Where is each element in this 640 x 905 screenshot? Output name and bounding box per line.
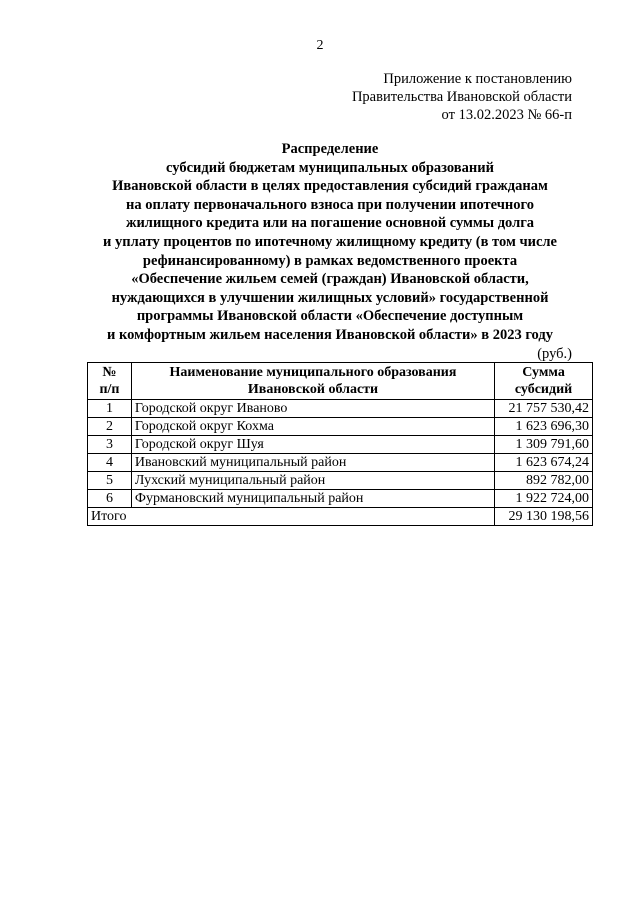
header-number bbox=[88, 363, 132, 400]
subsidies-table bbox=[87, 362, 593, 526]
row-municipality: Городской округ Кохма bbox=[131, 418, 494, 436]
row-municipality: Ивановский муниципальный район bbox=[131, 454, 494, 472]
table-total-row bbox=[88, 508, 593, 526]
row-sum: 1 623 696,30 bbox=[495, 418, 593, 436]
table-header-row bbox=[88, 363, 593, 400]
row-municipality: Городской округ Шуя bbox=[131, 436, 494, 454]
total-sum: 29 130 198,56 bbox=[495, 508, 593, 526]
row-number: 1 bbox=[88, 400, 132, 418]
appendix-reference bbox=[352, 70, 572, 124]
header-sum-line-2: субсидий bbox=[514, 382, 573, 397]
row-sum: 892 782,00 bbox=[495, 472, 593, 490]
header-municipality bbox=[131, 363, 494, 400]
table-row bbox=[88, 418, 593, 436]
title-line: программы Ивановской области «Обеспечение доступным bbox=[136, 308, 524, 325]
row-sum: 21 757 530,42 bbox=[495, 400, 593, 418]
header-sum-line-1: Сумма bbox=[522, 365, 565, 380]
title-line: нуждающихся в улучшении жилищных условий» государственной bbox=[111, 289, 549, 306]
page-number: 2 bbox=[316, 38, 324, 53]
row-number: 3 bbox=[88, 436, 132, 454]
appendix-line-3: от 13.02.2023 № 66-п bbox=[441, 107, 572, 123]
title-line: и уплату процентов по ипотечному жилищному кредиту (в том числе bbox=[102, 233, 557, 250]
row-municipality: Городской округ Иваново bbox=[131, 400, 494, 418]
row-municipality: Лухский муниципальный район bbox=[131, 472, 494, 490]
title-line: и комфортным жильем населения Ивановской области» в 2023 году bbox=[107, 326, 553, 343]
title-line: субсидий бюджетам муниципальных образований bbox=[166, 159, 494, 176]
appendix-line-1: Приложение к постановлению bbox=[383, 71, 572, 87]
total-label: Итого bbox=[88, 508, 495, 526]
currency-units: (руб.) bbox=[537, 346, 572, 362]
title-line: рефинансированному) в рамках ведомственного проекта bbox=[142, 252, 518, 269]
header-municipality-line-2: Ивановской области bbox=[247, 382, 379, 397]
table-row bbox=[88, 472, 593, 490]
table-row bbox=[88, 436, 593, 454]
header-sum bbox=[495, 363, 593, 400]
title-line: Распределение bbox=[281, 141, 379, 157]
title-line: «Обеспечение жильем семей (граждан) Ивановской области, bbox=[131, 271, 529, 288]
title-line: жилищного кредита или на погашение основной суммы долга bbox=[125, 215, 535, 232]
row-number: 6 bbox=[88, 490, 132, 508]
title-line: Ивановской области в целях предоставления субсидий гражданам bbox=[112, 178, 548, 195]
table-row bbox=[88, 490, 593, 508]
row-sum: 1 922 724,00 bbox=[495, 490, 593, 508]
row-sum: 1 309 791,60 bbox=[495, 436, 593, 454]
row-number: 4 bbox=[88, 454, 132, 472]
document-title bbox=[60, 140, 600, 345]
table-row bbox=[88, 400, 593, 418]
row-number: 5 bbox=[88, 472, 132, 490]
header-municipality-line-1: Наименование муниципального образования bbox=[169, 365, 457, 380]
title-line: на оплату первоначального взноса при получении ипотечного bbox=[125, 196, 535, 213]
row-number: 2 bbox=[88, 418, 132, 436]
row-municipality: Фурмановский муниципальный район bbox=[131, 490, 494, 508]
header-number-line-2: п/п bbox=[99, 382, 120, 397]
header-number-line-1: № bbox=[102, 365, 117, 380]
row-sum: 1 623 674,24 bbox=[495, 454, 593, 472]
table-row bbox=[88, 454, 593, 472]
appendix-line-2: Правительства Ивановской области bbox=[351, 89, 572, 105]
